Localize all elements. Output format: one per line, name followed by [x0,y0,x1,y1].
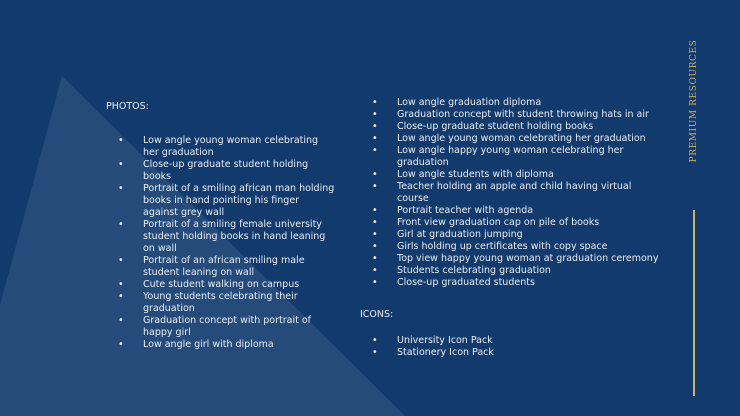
right-column [360,97,660,359]
list-item: • Front view graduation cap on pile of books [360,217,660,229]
list-item: • Close-up graduated students [360,277,660,289]
list-item: • University Icon Pack [360,335,660,347]
list-item: • Graduation concept with student throwing hats in air [360,109,660,121]
premium-resources-title [686,40,702,162]
list-item: • Close-up graduate student holding books [360,121,660,133]
list-item: • Stationery Icon Pack [360,347,660,359]
list-item: • Portrait teacher with agenda [360,205,660,217]
list-item: • Students celebrating graduation [360,265,660,277]
list-item: • Portrait of an african smiling male student leaning on wall [106,255,336,279]
photos-list-left [106,135,336,351]
list-item: • Portrait of a smiling african man holding books in hand pointing his finger against grey wall [106,183,336,219]
list-item: • Cute student walking on campus [106,279,336,291]
list-item: • Low angle students with diploma [360,169,660,181]
list-item: • Portrait of a smiling female university student holding books in hand leaning on wall [106,219,336,255]
list-item: • Low angle young woman celebrating her graduation [360,133,660,145]
list-item: • Low angle graduation diploma [360,97,660,109]
accent-line [693,210,695,396]
list-item: • Top view happy young woman at graduation ceremony [360,253,660,265]
photos-list-right [360,97,660,289]
icons-list [360,335,660,359]
list-item: • Close-up graduate student holding books [106,159,336,183]
list-item: • Young students celebrating their graduation [106,291,336,315]
premium-resources-text: PREMIUM RESOURCES [689,39,699,163]
list-item: • Graduation concept with portrait of happy girl [106,315,336,339]
photos-label: PHOTOS: [106,101,149,112]
icons-label: ICONS: [360,309,394,320]
list-item: • Girl at graduation jumping [360,229,660,241]
list-item: • Low angle young woman celebrating her graduation [106,135,336,159]
list-item: • Low angle girl with diploma [106,339,336,351]
left-column [106,101,336,351]
list-item: • Girls holding up certificates with copy space [360,241,660,253]
list-item: • Low angle happy young woman celebrating her graduation [360,145,660,169]
list-item: • Teacher holding an apple and child having virtual course [360,181,660,205]
